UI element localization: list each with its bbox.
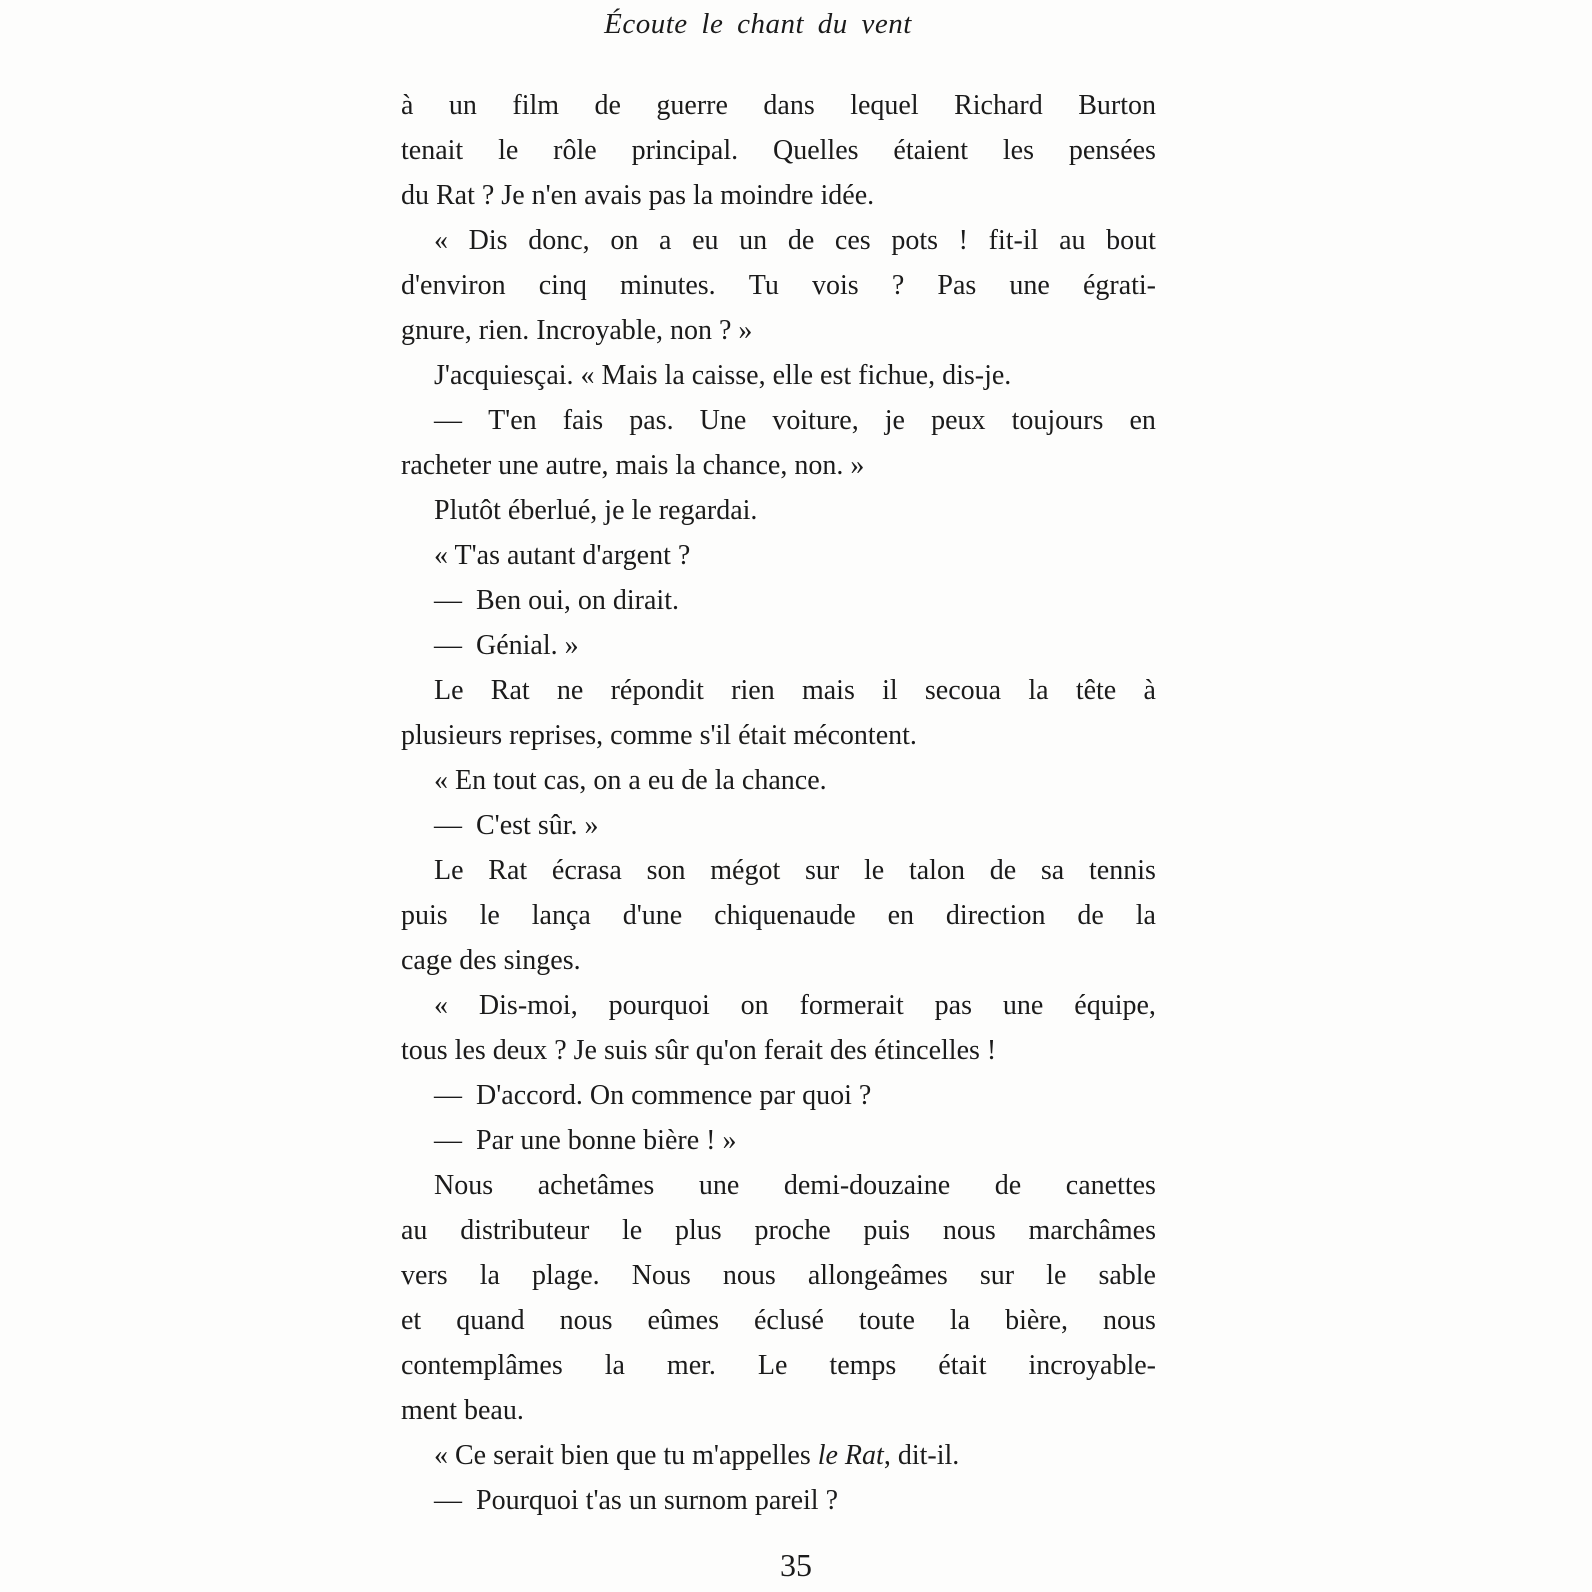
text-line: et quand nous eûmes éclusé toute la bière, nous	[401, 1305, 1156, 1336]
text-line: Le Rat écrasa son mégot sur le talon de sa tennis	[434, 855, 1156, 886]
text-line: — Ben oui, on dirait.	[434, 585, 679, 616]
text-line: du Rat ? Je n'en avais pas la moindre idée.	[401, 180, 875, 211]
page-text	[401, 83, 1156, 1523]
text-line: racheter une autre, mais la chance, non. »	[401, 450, 865, 481]
text-line: J'acquiesçai. « Mais la caisse, elle est fichue, dis-je.	[434, 360, 1012, 391]
text-line: « T'as autant d'argent ?	[434, 540, 691, 571]
text-line: — D'accord. On commence par quoi ?	[434, 1080, 872, 1111]
text-line: « Dis donc, on a eu un de ces pots ! fit-il au bout	[434, 225, 1156, 256]
text-line: Le Rat ne répondit rien mais il secoua la tête à	[434, 675, 1156, 706]
text-line: gnure, rien. Incroyable, non ? »	[401, 315, 753, 346]
text-line: Nous achetâmes une demi-douzaine de canettes	[434, 1170, 1156, 1201]
text-line: « En tout cas, on a eu de la chance.	[434, 765, 827, 796]
text-line: contemplâmes la mer. Le temps était incroyable-	[401, 1350, 1156, 1381]
text-line: « Dis-moi, pourquoi on formerait pas une équipe,	[434, 990, 1156, 1021]
text-line: à un film de guerre dans lequel Richard Burton	[401, 90, 1156, 121]
text-line: cage des singes.	[401, 945, 581, 976]
text-line: tous les deux ? Je suis sûr qu'on ferait des étincelles !	[401, 1035, 997, 1066]
text-line: ment beau.	[401, 1395, 524, 1426]
text-line: Plutôt éberlué, je le regardai.	[434, 495, 758, 526]
text-line: plusieurs reprises, comme s'il était mécontent.	[401, 720, 917, 751]
running-header: Écoute le chant du vent	[604, 8, 912, 40]
text-line: puis le lança d'une chiquenaude en direction de la	[401, 900, 1156, 931]
page-number: 35	[780, 1547, 812, 1583]
text-line: — C'est sûr. »	[434, 810, 599, 841]
text-line: — Par une bonne bière ! »	[434, 1125, 737, 1156]
text-line: tenait le rôle principal. Quelles étaient les pensées	[401, 135, 1156, 166]
text-line: d'environ cinq minutes. Tu vois ? Pas une égrati-	[401, 270, 1156, 301]
text-line: « Ce serait bien que tu m'appelles le Rat, dit-il.	[434, 1440, 960, 1471]
text-line: au distributeur le plus proche puis nous marchâmes	[401, 1215, 1156, 1246]
text-line: vers la plage. Nous nous allongeâmes sur le sable	[401, 1260, 1156, 1291]
text-line: — Pourquoi t'as un surnom pareil ?	[434, 1485, 838, 1516]
text-line: — Génial. »	[434, 630, 579, 661]
text-line: — T'en fais pas. Une voiture, je peux toujours en	[434, 405, 1156, 436]
